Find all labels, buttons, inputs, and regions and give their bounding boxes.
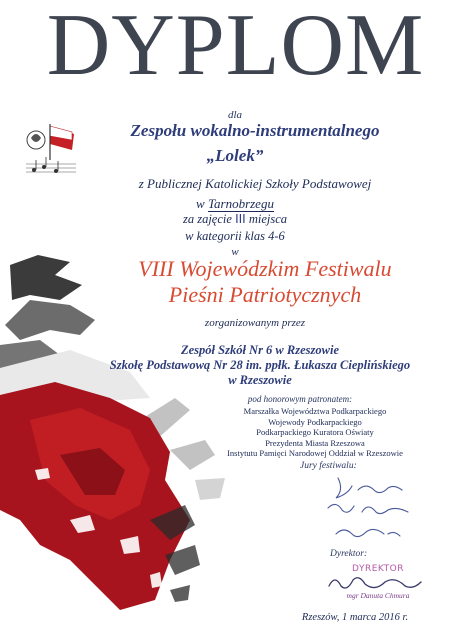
festival-line-1: VIII Wojewódzkim Festiwalu xyxy=(138,256,392,281)
dyrektor-label: Dyrektor: xyxy=(330,549,368,559)
school-name: z Publicznej Katolickiej Szkoły Podstawowej xyxy=(138,176,372,191)
rank-line xyxy=(110,212,360,227)
jury-signatures xyxy=(318,472,428,552)
ensemble-description: Zespołu wokalno-instrumentalnego xyxy=(130,121,380,140)
patron-item: Instytutu Pamięci Narodowej Oddział w Rzeszowie xyxy=(227,448,403,458)
rank-suffix: miejsca xyxy=(248,212,287,226)
dla-label: dla xyxy=(227,109,243,121)
issue-date: Rzeszów, 1 marca 2016 r. xyxy=(301,612,409,623)
organizer-line: Zespół Szkół Nr 6 w Rzeszowie xyxy=(180,343,339,357)
patron-item: Wojewody Podkarpackiego xyxy=(268,416,362,427)
w-connector: w xyxy=(231,246,239,258)
patron-item: Podkarpackiego Kuratora Oświaty xyxy=(256,427,374,437)
festival-line-2: Pieśni Patriotycznych xyxy=(168,282,362,307)
rank-value: III xyxy=(235,212,246,226)
patron-item: Marszałka Województwa Podkarpackiego xyxy=(243,406,387,416)
organizer-line: Szkołę Podstawową Nr 28 im. ppłk. Łukasza Cieplińskiego xyxy=(109,358,411,372)
diploma-title: DYPLOM xyxy=(46,0,425,94)
place-prefix: w xyxy=(196,196,208,211)
organizer-line: w Rzeszowie xyxy=(228,373,292,387)
school-place xyxy=(140,196,330,212)
patrons-list xyxy=(170,406,460,459)
rank-prefix: za zajęcie xyxy=(182,212,232,226)
jury-label: Jury festiwalu: xyxy=(300,461,357,471)
director-name: mgr Danuta Chmura xyxy=(346,591,410,600)
festival-name xyxy=(60,256,470,308)
place-name: Tarnobrzegu xyxy=(207,196,274,211)
ensemble-name: „Lolek” xyxy=(206,146,264,165)
patron-item: Prezydenta Miasta Rzeszowa xyxy=(265,437,365,448)
organizers-list xyxy=(50,343,470,388)
director-stamp: DYREKTOR xyxy=(352,564,404,574)
organized-by-label: zorganizowanym przez xyxy=(204,317,306,329)
patron-heading: pod honorowym patronatem: xyxy=(247,394,353,404)
category-line: w kategorii klas 4-6 xyxy=(185,229,285,243)
